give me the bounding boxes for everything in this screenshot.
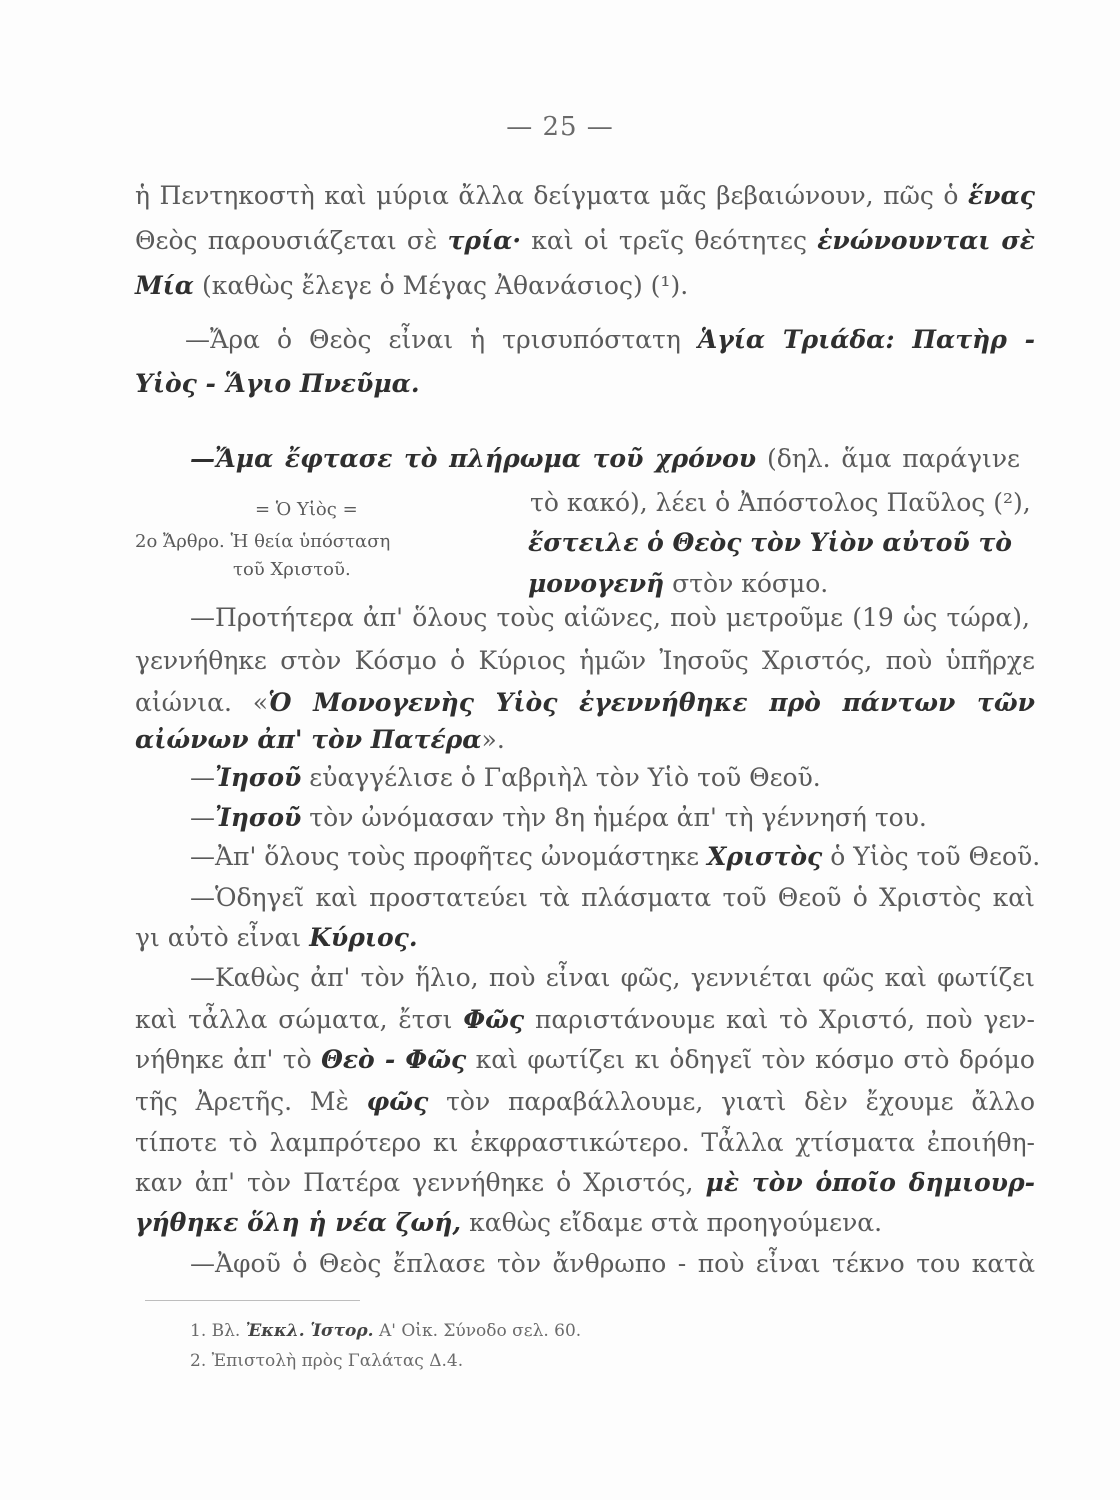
paragraph-line xyxy=(528,566,1028,602)
emphasis-text: —Ἄμα ἔφτασε τὸ πλήρωμα τοῦ χρόνου xyxy=(190,444,757,473)
paragraph-line xyxy=(135,1084,1035,1120)
emphasis-text: Ἁγία Τριάδα: Πατὴρ - xyxy=(697,325,1036,354)
paragraph-line xyxy=(135,1042,1035,1078)
text-run: (καθὼς ἔλεγε ὁ Μέγας Ἀθανάσιος) (¹). xyxy=(194,271,689,300)
text-run: Α' Οἰκ. Σύνοδο σελ. 60. xyxy=(373,1321,582,1341)
margin-note-subheading: τοῦ Χριστοῦ. xyxy=(233,559,351,580)
paragraph-line xyxy=(135,920,1035,956)
text-run: παριστάνουμε καὶ τὸ Χριστό, ποὺ γεν- xyxy=(524,1005,1035,1034)
emphasis-text: Υἱὸς - Ἅγιο Πνεῦμα. xyxy=(135,369,420,398)
paragraph-line xyxy=(135,685,1035,721)
paragraph-line: τίποτε τὸ λαμπρότερο κι ἐκφραστικώτερο. Τἆλλα χτίσματα ἐποιήθη- xyxy=(135,1128,1035,1157)
emphasis-text: ἑνώνουνται σὲ xyxy=(817,226,1035,255)
emphasis-text: Ἰησοῦ xyxy=(215,763,302,792)
emphasis-text: τρία· xyxy=(447,226,522,255)
page-number: — 25 — xyxy=(506,112,614,142)
paragraph-line: —Προτήτερα ἀπ' ὅλους τοὺς αἰῶνες, ποὺ μετροῦμε (19 ὡς τώρα), xyxy=(190,603,1030,632)
text-run: καὶ φωτίζει κι ὁδηγεῖ τὸν κόσμο στὸ δρόμο xyxy=(466,1045,1035,1074)
text-run: τὸν ὠνόμασαν τὴν 8η ἡμέρα ἀπ' τὴ γέννησή του. xyxy=(301,803,927,832)
emphasis-text: Χριστὸς xyxy=(706,842,823,871)
text-run: καὶ τἆλλα σώματα, ἔτσι xyxy=(135,1005,464,1034)
paragraph-line: —Ἀφοῦ ὁ Θεὸς ἔπλασε τὸν ἄνθρωπο - ποὺ εἶναι τέκνο του κατὰ xyxy=(190,1249,1035,1278)
paragraph-line xyxy=(185,322,1035,358)
paragraph-line: —Ὁδηγεῖ καὶ προστατεύει τὰ πλάσματα τοῦ Θεοῦ ὁ Χριστὸς καὶ xyxy=(190,883,1035,912)
footnote-2: 2. Ἐπιστολὴ πρὸς Γαλάτας Δ.4. xyxy=(190,1351,464,1371)
text-run: 1. Βλ. xyxy=(190,1321,246,1341)
paragraph-line xyxy=(190,760,1030,796)
paragraph-line xyxy=(135,268,1035,304)
paragraph-line xyxy=(190,839,1040,875)
emphasis-text: Ἰησοῦ xyxy=(215,803,302,832)
text-run: (δηλ. ἅμα παράγινε xyxy=(756,444,1020,473)
emphasis-text: γήθηκε ὅλη ἡ νέα ζωή, xyxy=(135,1208,462,1237)
text-run: γι αὐτὸ εἶναι xyxy=(135,923,310,952)
footnote-1 xyxy=(190,1318,581,1344)
text-run: Θεὸς παρουσιάζεται σὲ xyxy=(135,226,448,255)
paragraph-line xyxy=(135,722,1035,758)
emphasis-text: ἕνας xyxy=(967,181,1035,210)
emphasis-text: Θεὸ - Φῶς xyxy=(321,1045,467,1074)
footnote-divider xyxy=(145,1300,360,1301)
text-run: καθὼς εἴδαμε στὰ προηγούμενα. xyxy=(461,1208,883,1237)
emphasis-text: φῶς xyxy=(366,1087,429,1116)
paragraph-line xyxy=(135,366,1035,402)
margin-note-heading: 2ο Ἄρθρο. Ἡ θεία ὑπόσταση xyxy=(135,531,391,552)
text-run: ὁ Υἱὸς τοῦ Θεοῦ. xyxy=(822,842,1041,871)
emphasis-text: Ὁ Μονογενὴς Υἱὸς ἐγεννήθηκε πρὸ πάντων τῶν xyxy=(268,688,1035,717)
text-run: —Ἀπ' ὅλους τοὺς προφῆτες ὠνομάστηκε xyxy=(190,842,707,871)
text-run: αἰώνια. « xyxy=(135,688,269,717)
text-run: καὶ οἱ τρεῖς θεότητες xyxy=(521,226,818,255)
emphasis-text: μονογενῆ xyxy=(528,569,665,598)
emphasis-text: Ἐκκλ. Ἱστορ. xyxy=(245,1321,374,1341)
emphasis-text: Φῶς xyxy=(463,1005,525,1034)
paragraph-line xyxy=(190,441,1020,477)
paragraph-line: γεννήθηκε στὸν Κόσμο ὁ Κύριος ἡμῶν Ἰησοῦς Χριστός, ποὺ ὑπῆρχε xyxy=(135,646,1035,675)
paragraph-line xyxy=(135,1205,1035,1241)
emphasis-text: αἰώνων ἀπ' τὸν Πατέρα xyxy=(135,725,482,754)
paragraph-line xyxy=(135,1165,1035,1201)
margin-note-title: = Ὁ Υἱὸς = xyxy=(255,499,358,520)
emphasis-text: μὲ τὸν ὁποῖο δημιουρ- xyxy=(705,1168,1035,1197)
text-run: καν ἀπ' τὸν Πατέρα γεννήθηκε ὁ Χριστός, xyxy=(135,1168,706,1197)
paragraph-line xyxy=(135,1002,1035,1038)
text-run: ». xyxy=(481,725,505,754)
emphasis-text: Κύριος. xyxy=(309,923,418,952)
text-run: τὸν παραβάλλουμε, γιατὶ δὲν ἔχουμε ἄλλο xyxy=(428,1087,1035,1116)
paragraph-line: —Καθὼς ἀπ' τὸν ἥλιο, ποὺ εἶναι φῶς, γεννιέται φῶς καὶ φωτίζει xyxy=(190,963,1035,992)
paragraph-line xyxy=(190,800,1030,836)
text-run: στὸν κόσμο. xyxy=(664,569,829,598)
paragraph-line xyxy=(135,178,1035,214)
text-run: τῆς Ἀρετῆς. Μὲ xyxy=(135,1087,367,1116)
emphasis-text: ἔστειλε ὁ Θεὸς τὸν Υἱὸν αὐτοῦ τὸ xyxy=(528,528,1012,557)
text-run: — xyxy=(190,803,215,832)
text-run: — xyxy=(190,763,215,792)
text-run: νήθηκε ἀπ' τὸ xyxy=(135,1045,322,1074)
text-run: εὐαγγέλισε ὁ Γαβριὴλ τὸν Υἱὸ τοῦ Θεοῦ. xyxy=(301,763,821,792)
text-run: —Ἄρα ὁ Θεὸς εἶναι ἡ τρισυπόστατη xyxy=(185,325,698,354)
paragraph-line xyxy=(135,223,1035,259)
paragraph-line: τὸ κακό), λέει ὁ Ἀπόστολος Παῦλος (²), xyxy=(530,488,1031,517)
text-run: ἡ Πεντηκοστὴ καὶ μύρια ἄλλα δείγματα μᾶς βεβαιώνουν, πῶς ὁ xyxy=(135,181,968,210)
emphasis-text: Μία xyxy=(135,271,195,300)
